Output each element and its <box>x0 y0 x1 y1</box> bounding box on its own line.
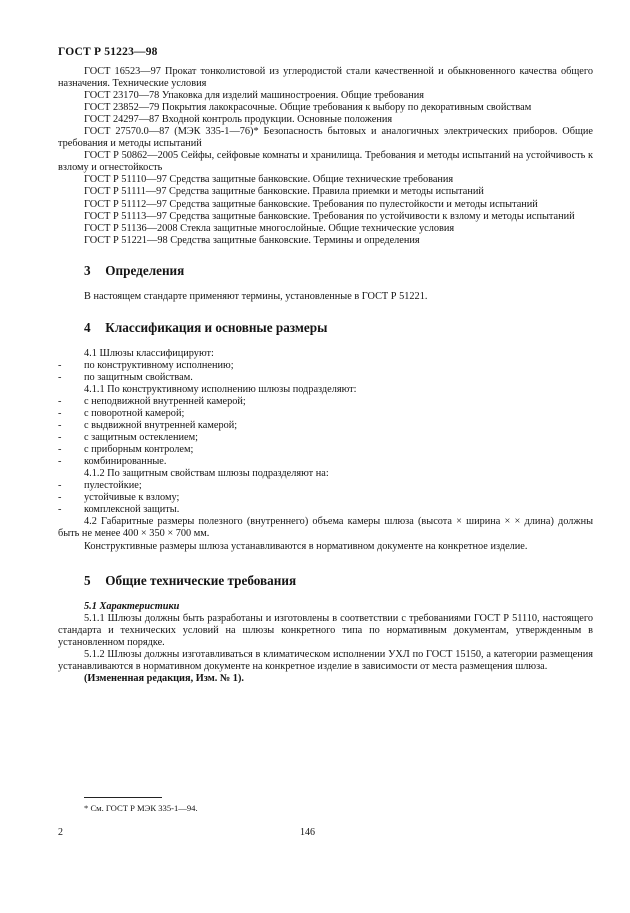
section-5-heading <box>58 573 593 589</box>
list-item: - с приборным контролем; <box>58 444 593 456</box>
section-number: 4 <box>84 319 91 335</box>
reference-item: ГОСТ Р 51110—97 Средства защитные банковские. Общие технические требования <box>84 174 454 186</box>
section-number: 5 <box>84 572 91 588</box>
section-4-heading <box>58 320 593 336</box>
reference-item: ГОСТ Р 51113—97 Средства защитные банковские. Требования по устойчивости к взлому и методы испытаний <box>84 210 575 222</box>
list-item: - с защитным остеклением; <box>58 432 593 444</box>
section-title: Определения <box>105 262 185 278</box>
sheet-number: 146 <box>300 827 315 838</box>
clause-5-1-2: 5.1.2 Шлюзы должны изготавливаться в климатическом исполнении УХЛ по ГОСТ 15150, а категории размещения устанавливаются в нормативном документе на конкретное изделие в зависимости от места размещения шлюза. <box>58 648 593 672</box>
section-number: 3 <box>84 262 91 278</box>
list-item: - с выдвижной внутренней камерой; <box>58 420 593 432</box>
list-item: - комбинированные. <box>58 456 593 468</box>
reference-item: ГОСТ 24297—87 Входной контроль продукции. Основные положения <box>84 114 393 126</box>
section-3-text: В настоящем стандарте применяют термины, установленные в ГОСТ Р 51221. <box>84 290 428 302</box>
clause-4-1-1: 4.1.1 По конструктивному исполнению шлюзы подразделяют: <box>84 383 357 395</box>
subsection-5-1-heading: 5.1 Характеристики <box>84 600 180 612</box>
list-item: - с поворотной камерой; <box>58 408 593 420</box>
list-item: - устойчивые к взлому; <box>58 492 593 504</box>
clause-4-1-2: 4.1.2 По защитным свойствам шлюзы подразделяют на: <box>84 468 329 480</box>
document-body <box>58 66 593 685</box>
list-item: - комплексной защиты. <box>58 504 593 516</box>
references-list <box>58 66 593 247</box>
footnote: * См. ГОСТ Р МЭК 335-1—94. <box>84 803 198 813</box>
clause-5-1-1: 5.1.1 Шлюзы должны быть разработаны и изготовлены в соответствии с требованиями ГОСТ Р 51110, настоящего стандарта и технических условий на шлюзы конкретного типа по нормативным документам, утвержденным в установленном порядке. <box>58 612 593 648</box>
reference-item: ГОСТ Р 51136—2008 Стекла защитные многослойные. Общие технические условия <box>84 222 455 234</box>
reference-item: ГОСТ Р 51221—98 Средства защитные банковские. Термины и определения <box>84 234 420 246</box>
reference-item: ГОСТ Р 51112—97 Средства защитные банковские. Требования по пулестойкости и методы испытаний <box>84 198 538 210</box>
list-item: - по конструктивному исполнению; <box>58 360 593 372</box>
page-number: 2 <box>58 827 63 838</box>
clause-4-2: 4.2 Габаритные размеры полезного (внутреннего) объема камеры шлюза (высота × ширина × × длина) должны быть не менее 400 × 350 × 700 мм. <box>58 516 593 540</box>
section-title: Классификация и основные размеры <box>105 319 328 335</box>
footnote-divider <box>84 797 162 798</box>
list-item: - с неподвижной внутренней камерой; <box>58 396 593 408</box>
list-item: - пулестойкие; <box>58 480 593 492</box>
clause-4-2-note: Конструктивные размеры шлюза устанавливаются в нормативном документе на конкретное изделие. <box>84 540 528 552</box>
reference-item: ГОСТ 23852—79 Покрытия лакокрасочные. Общие требования к выбору по декоративным свойствам <box>84 102 532 114</box>
reference-item: ГОСТ Р 51111—97 Средства защитные банковские. Правила приемки и методы испытаний <box>84 186 484 198</box>
page-header: ГОСТ Р 51223—98 <box>58 46 158 58</box>
reference-item: ГОСТ 27570.0—87 (МЭК 335-1—76)* Безопасность бытовых и аналогичных электрических приборов. Общие требования и методы испытаний <box>58 126 593 150</box>
clause-4-1: 4.1 Шлюзы классифицируют: <box>84 347 214 359</box>
amendment-note: (Измененная редакция, Изм. № 1). <box>84 672 244 684</box>
section-3-heading <box>58 263 593 279</box>
section-title: Общие технические требования <box>105 572 297 588</box>
reference-item: ГОСТ Р 50862—2005 Сейфы, сейфовые комнаты и хранилища. Требования и методы испытаний на устойчивость к взлому и огнестойкость <box>58 150 593 174</box>
reference-item: ГОСТ 23170—78 Упаковка для изделий машиностроения. Общие требования <box>84 90 424 102</box>
reference-item: ГОСТ 16523—97 Прокат тонколистовой из углеродистой стали качественной и обыкновенного качества общего назначения. Технические условия <box>58 66 593 90</box>
list-item: - по защитным свойствам. <box>58 372 593 384</box>
